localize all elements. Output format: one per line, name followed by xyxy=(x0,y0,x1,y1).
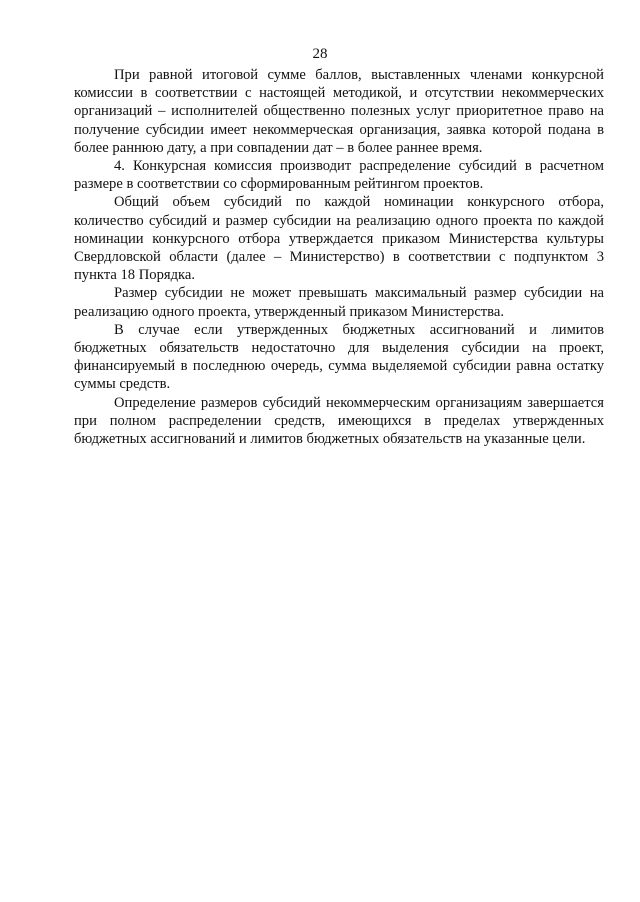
paragraph-tie-break-rule: При равной итоговой сумме баллов, выставленных членами конкурсной комиссии в соответствии с настоящей методикой, и отсутствии некоммерческих организаций – исполнителей общественно полезных услуг приоритетное право на получение субсидии имеет некоммерческая организация, заявка которой подана в более раннюю дату, а при совпадении дат – в более раннее время. xyxy=(74,67,604,156)
paragraph-distribution-item-4: 4. Конкурсная комиссия производит распределение субсидий в расчетном размере в соответствии со сформированным рейтингом проектов. xyxy=(74,158,604,193)
paragraph-insufficient-funds: В случае если утвержденных бюджетных ассигнований и лимитов бюджетных обязательств недостаточно для выделения субсидии на проект, финансируемый в последнюю очередь, сумма выделяемой субсидии равна остатку суммы средств. xyxy=(74,321,604,393)
paragraph-max-size: Размер субсидии не может превышать максимальный размер субсидии на реализацию одного проекта, утвержденный приказом Министерства. xyxy=(74,285,604,320)
page-number: 28 xyxy=(312,46,328,62)
paragraph-total-volume: Общий объем субсидий по каждой номинации конкурсного отбора, количество субсидий и размер субсидии на реализацию одного проекта по каждой номинации конкурсного отбора утверждается приказом Министерства культуры Свердловской области (далее – Министерство) в соответствии с подпунктом 3 пункта 18 Порядка. xyxy=(74,194,604,284)
paragraph-distribution-completion: Определение размеров субсидий некоммерческим организациям завершается при полном распределении средств, имеющихся в пределах утвержденных бюджетных ассигнований и лимитов бюджетных обязательств на указанные цели. xyxy=(74,394,604,448)
document-body xyxy=(74,66,604,448)
